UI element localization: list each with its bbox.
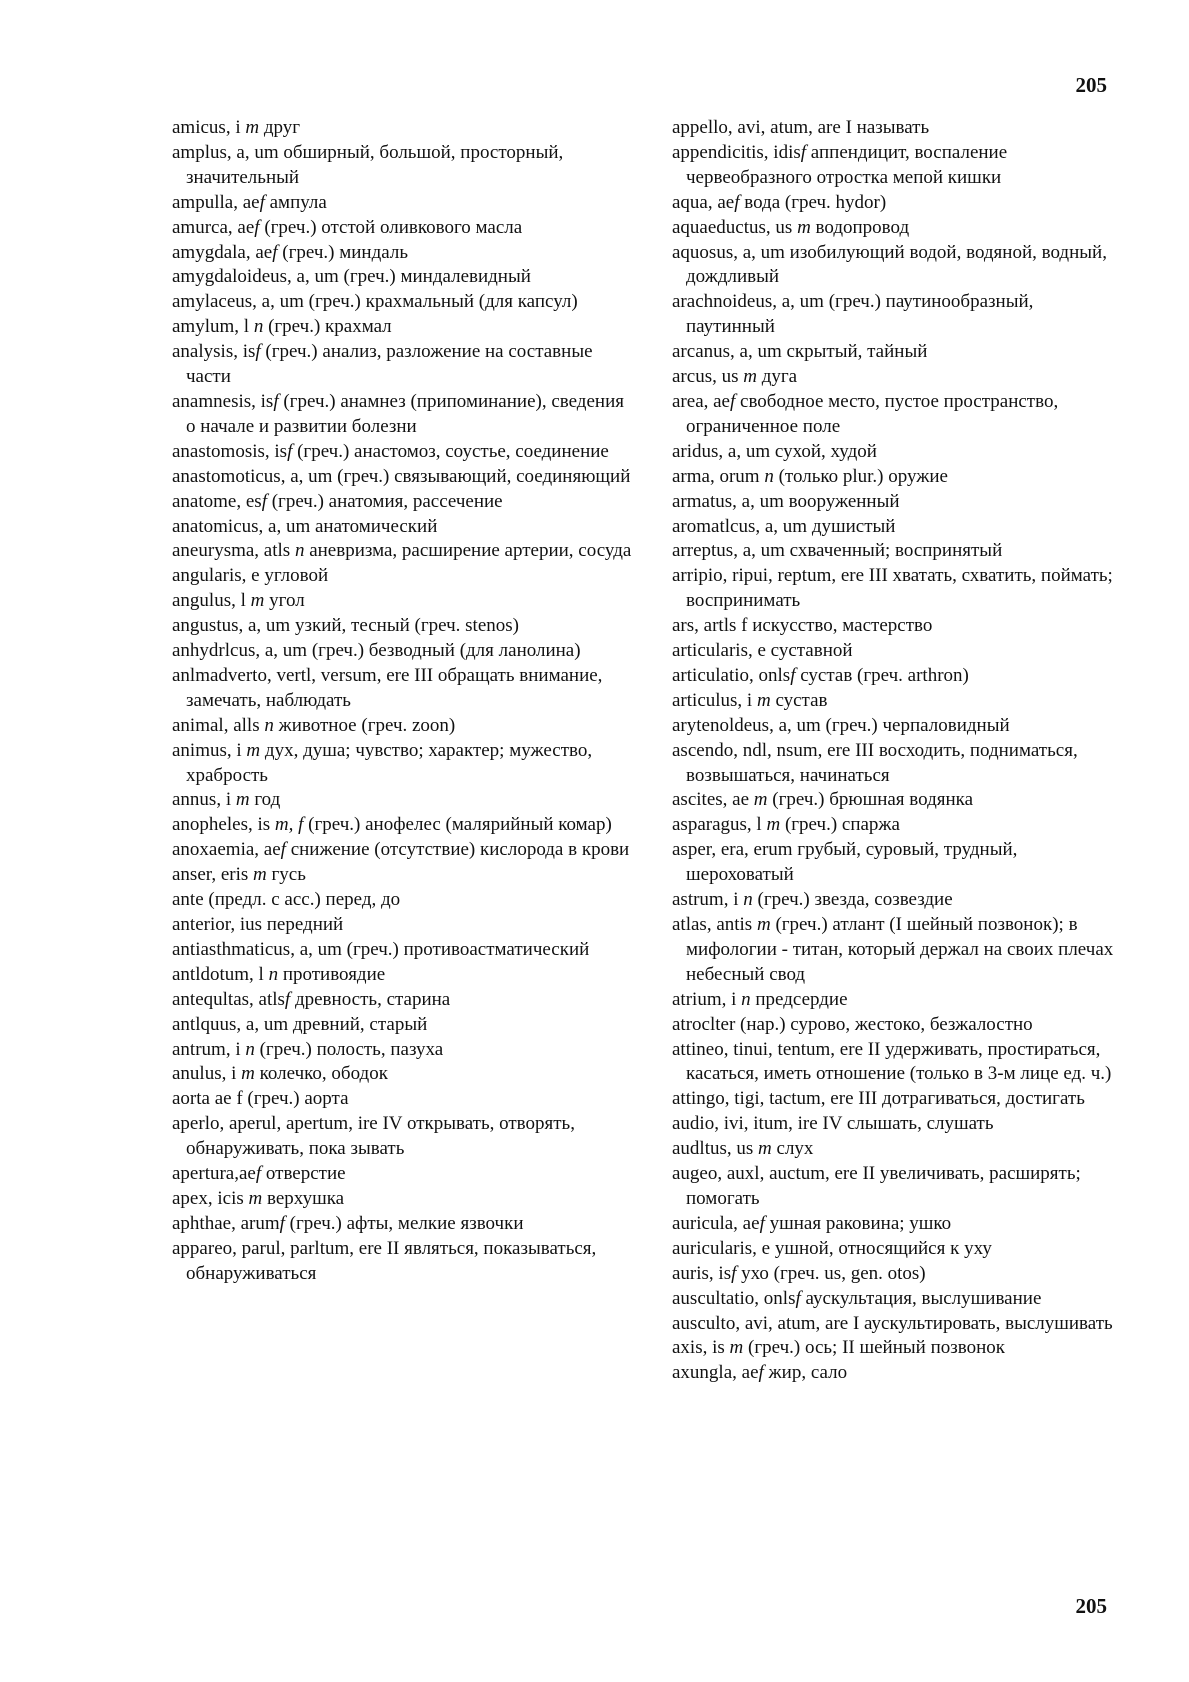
dictionary-entry <box>172 1187 632 1212</box>
dictionary-entry <box>672 564 1124 614</box>
entry-head: arcanus, a, um скрытый, тайный <box>672 341 928 363</box>
dictionary-entry <box>172 838 632 863</box>
entry-grammar: f <box>731 1262 737 1284</box>
entry-grammar: n <box>253 316 264 338</box>
entry-head: appello, avi, atum, are I называть <box>672 117 930 138</box>
entry-definition: снижение (отсутствие) кислорода в крови <box>285 839 630 861</box>
dictionary-entry <box>672 216 1124 241</box>
dictionary-entry <box>672 390 1124 440</box>
entry-head: amygdala, ae <box>172 241 273 263</box>
dictionary-entry <box>672 714 1124 739</box>
dictionary-entry <box>172 988 632 1013</box>
entry-definition: ушная раковина; ушко <box>764 1212 952 1234</box>
dictionary-entry <box>672 1336 1124 1361</box>
dictionary-entry <box>172 241 632 266</box>
dictionary-entry <box>172 490 632 515</box>
entry-head: auricularis, e ушной, относящийся к уху <box>672 1237 992 1259</box>
entry-head: appareo, parul, parltum, ere II являться, показываться, обнаруживаться <box>172 1237 597 1284</box>
dictionary-entry <box>172 440 632 465</box>
entry-head: axungla, ae <box>672 1362 759 1384</box>
dictionary-entry <box>672 664 1124 689</box>
entry-head: articularis, e суставной <box>672 640 853 662</box>
entry-definition: предсердие <box>750 988 848 1010</box>
entry-grammar: m <box>766 814 781 836</box>
dictionary-entry <box>172 1112 632 1162</box>
entry-head: antrum, i <box>172 1038 246 1060</box>
entry-grammar: m <box>797 216 811 238</box>
entry-head: ascites, ae <box>672 789 754 811</box>
entry-head: arma, orum <box>672 465 765 487</box>
entry-head: atroclter (нар.) сурово, жестоко, безжалостно <box>672 1013 1033 1035</box>
entry-head: anamnesis, is <box>172 390 274 412</box>
dictionary-entry <box>672 465 1124 490</box>
entry-head: aperlo, aperul, apertum, ire IV открывать, отворять, обнаруживать, пока зывать <box>172 1113 575 1160</box>
entry-definition: угол <box>264 590 305 612</box>
dictionary-entry <box>172 888 632 913</box>
entry-head: amygdaloideus, a, um (греч.) миндалевидный <box>172 266 531 288</box>
dictionary-entry <box>672 739 1124 789</box>
entry-head: ante (предл. с асс.) перед, до <box>172 889 401 911</box>
dictionary-entry <box>172 216 632 241</box>
dictionary-entry <box>672 1137 1124 1162</box>
entry-head: anastomoticus, a, um (греч.) связывающий, соединяющий <box>172 465 631 487</box>
dictionary-entry <box>172 340 632 390</box>
entry-definition: аускультация, выслушивание <box>800 1287 1042 1309</box>
dictionary-entry <box>672 440 1124 465</box>
dictionary-entry <box>672 490 1124 515</box>
entry-definition: (греч.) ось; II шейный позвонок <box>743 1337 1005 1359</box>
page-number-top: 205 <box>1075 73 1107 97</box>
entry-head: amicus, i <box>172 117 246 138</box>
dictionary-entry <box>172 1162 632 1187</box>
dictionary-entry <box>172 191 632 216</box>
entry-head: arachnoideus, a, um (греч.) паутинообразный, паутинный <box>672 291 1034 338</box>
entry-definition: животное (греч. zoon) <box>273 714 456 736</box>
entry-head: arcus, us <box>672 366 744 388</box>
entry-head: arreptus, a, um схваченный; воспринятый <box>672 540 1003 562</box>
entry-head: arripio, ripui, reptum, ere III хватать, схватить, поймать; воспринимать <box>672 565 1113 612</box>
dictionary-entry <box>172 714 632 739</box>
entry-grammar: f <box>280 839 286 861</box>
entry-head: amplus, a, um обширный, большой, просторный, значительный <box>172 141 564 188</box>
entry-grammar: m <box>756 914 771 935</box>
entry-definition: верхушка <box>262 1187 345 1209</box>
dictionary-entry <box>172 1062 632 1087</box>
dictionary-entry <box>672 1038 1124 1088</box>
page-number-bottom: 205 <box>1075 1594 1107 1618</box>
entry-grammar: n <box>264 714 274 736</box>
entry-head: audltus, us <box>672 1138 759 1160</box>
entry-head: angulus, l <box>172 590 251 612</box>
entry-head: armatus, a, um вооруженный <box>672 490 900 512</box>
entry-grammar: n <box>741 988 751 1010</box>
entry-grammar: f <box>272 241 278 263</box>
entry-definition: водопровод <box>810 216 910 238</box>
entry-definition: (греч.) звезда, созвездие <box>752 889 953 911</box>
entry-head: aqua, ae <box>672 191 735 213</box>
entry-head: anatomicus, a, um анатомический <box>172 515 438 537</box>
entry-definition: (греч.) отстой оливкового масла <box>259 216 523 238</box>
entry-definition: аневризма, расширение артерии, сосуда <box>304 540 632 562</box>
entry-definition: дуга <box>756 366 798 388</box>
dictionary-entry <box>672 1237 1124 1262</box>
entry-head: analysis, is <box>172 341 256 363</box>
entry-grammar: f <box>273 390 279 412</box>
dictionary-entry <box>672 639 1124 664</box>
dictionary-entry <box>672 888 1124 913</box>
entry-definition: (греч.) полость, пазуха <box>254 1038 444 1060</box>
entry-definition: (греч.) брюшная водянка <box>767 789 974 811</box>
entry-head: anatome, es <box>172 490 262 512</box>
dictionary-entry <box>672 116 1124 141</box>
entry-head: apex, icis <box>172 1187 249 1209</box>
dictionary-entry <box>672 1212 1124 1237</box>
entry-definition: древность, старина <box>290 988 451 1010</box>
dictionary-entry <box>672 1087 1124 1112</box>
entry-grammar: m <box>250 590 265 612</box>
entry-definition: (греч.) спаржа <box>780 814 900 836</box>
entry-grammar: m <box>241 1063 255 1085</box>
entry-grammar: n <box>245 1038 255 1060</box>
entry-head: ampulla, ae <box>172 191 260 213</box>
entry-head: atrium, i <box>672 988 742 1010</box>
entry-definition: (греч.) миндаль <box>277 241 409 263</box>
entry-grammar: f <box>759 1212 765 1234</box>
entry-definition: год <box>249 789 281 811</box>
dictionary-entry <box>172 589 632 614</box>
entry-definition: дух, душа; чувство; характер; мужество, храбрость <box>186 739 593 786</box>
entry-grammar: n <box>268 963 279 985</box>
dictionary-entry <box>172 290 632 315</box>
entry-head: arytenoldeus, a, um (греч.) черпаловидный <box>672 714 1010 736</box>
entry-definition: (греч.) анатомия, рассечение <box>266 490 503 512</box>
dictionary-entry <box>672 340 1124 365</box>
entry-grammar: n <box>743 889 753 911</box>
entry-head: aromatlcus, a, um душистый <box>672 515 896 537</box>
dictionary-entry <box>172 265 632 290</box>
dictionary-entry <box>172 465 632 490</box>
entry-definition: гусь <box>266 864 306 886</box>
entry-definition: (греч.) анофелес (малярийный комар) <box>303 814 612 836</box>
entry-head: aquaeductus, us <box>672 216 798 238</box>
dictionary-entry <box>672 141 1124 191</box>
entry-grammar: f <box>734 191 740 213</box>
entry-definition: колечко, ободок <box>254 1063 388 1085</box>
entry-grammar: f <box>758 1362 764 1384</box>
entry-head: articulus, i <box>672 689 757 711</box>
entry-grammar: f <box>287 440 293 462</box>
entry-head: antldotum, l <box>172 963 269 985</box>
entry-definition: сустав (греч. arthron) <box>795 664 969 686</box>
entry-grammar: f <box>255 1163 262 1185</box>
dictionary-entry <box>672 838 1124 888</box>
dictionary-entry <box>172 639 632 664</box>
entry-head: amurca, ae <box>172 216 255 238</box>
entry-grammar: m, f <box>274 814 304 836</box>
entry-head: asparagus, l <box>672 814 767 836</box>
entry-head: anastomosis, is <box>172 440 288 462</box>
dictionary-entry <box>672 689 1124 714</box>
entry-head: apertura,ae <box>172 1163 256 1185</box>
entry-definition: противоядие <box>278 963 386 985</box>
dictionary-entry <box>172 390 632 440</box>
entry-grammar: f <box>254 216 260 238</box>
dictionary-entry <box>172 1212 632 1237</box>
entry-definition: жир, сало <box>763 1362 848 1384</box>
entry-grammar: m <box>729 1337 744 1359</box>
dictionary-entry <box>172 913 632 938</box>
entry-grammar: m <box>248 1187 263 1209</box>
dictionary-entry <box>172 515 632 540</box>
dictionary-entry <box>172 564 632 589</box>
dictionary-entry <box>672 813 1124 838</box>
dictionary-entry <box>172 813 632 838</box>
entry-definition: (греч.) анализ, разложение на составные части <box>186 341 593 388</box>
dictionary-entry <box>672 913 1124 988</box>
dictionary-entry <box>172 315 632 340</box>
entry-head: ascendo, ndl, nsum, ere III восходить, подниматься, возвышаться, начинаться <box>672 739 1078 786</box>
entry-definition: сустав <box>770 689 828 711</box>
dictionary-entry <box>672 241 1124 291</box>
dictionary-entry <box>172 1038 632 1063</box>
dictionary-entry <box>172 963 632 988</box>
dictionary-entry <box>172 1087 632 1112</box>
dictionary-entry <box>672 1312 1124 1337</box>
entry-head: asper, era, erum грубый, суровый, трудный, шероховатый <box>672 839 1018 886</box>
entry-head: ars, artls f искусство, мастерство <box>672 615 933 637</box>
entry-head: amylum, l <box>172 316 254 338</box>
dictionary-entry <box>172 141 632 191</box>
entry-head: appendicitis, idis <box>672 141 801 163</box>
left-column <box>172 116 632 1287</box>
dictionary-entry <box>672 365 1124 390</box>
entry-definition: (греч.) крахмал <box>263 316 392 338</box>
dictionary-entry <box>672 1013 1124 1038</box>
entry-definition: (греч.) атлант (I шейный позвонок); в мифологии - титан, который держал на своих плечах небесный свод <box>686 914 1114 985</box>
entry-definition: (греч.) анастомоз, соустье, соединение <box>292 440 609 462</box>
entry-grammar: f <box>259 191 265 213</box>
entry-head: angustus, a, um узкий, тесный (греч. stenos) <box>172 615 519 637</box>
entry-grammar: f <box>279 1212 285 1234</box>
entry-definition: свободное место, пустое пространство, ограниченное поле <box>686 390 1059 437</box>
dictionary-entry <box>172 539 632 564</box>
entry-definition: ухо (греч. us, gen. otos) <box>736 1262 926 1284</box>
dictionary-entry <box>172 788 632 813</box>
dictionary-entry <box>172 614 632 639</box>
dictionary-entry <box>172 1237 632 1287</box>
entry-grammar: m <box>743 366 757 388</box>
dictionary-entry <box>172 938 632 963</box>
entry-head: ausculto, avi, atum, are I аускультировать, выслушивать <box>672 1312 1113 1334</box>
dictionary-entry <box>172 863 632 888</box>
entry-definition: ампула <box>264 191 327 213</box>
entry-grammar: f <box>284 988 291 1010</box>
entry-head: auris, is <box>672 1262 732 1284</box>
entry-grammar: f <box>800 141 807 163</box>
dictionary-entry <box>672 988 1124 1013</box>
entry-head: aphthae, arum <box>172 1212 280 1234</box>
entry-head: anoxaemia, ae <box>172 839 281 861</box>
entry-grammar: m <box>246 739 261 761</box>
entry-grammar: n <box>294 540 305 562</box>
entry-head: antequltas, atls <box>172 988 285 1010</box>
entry-head: attingo, tigi, tactum, ere III дотрагиваться, достигать <box>672 1088 1085 1110</box>
entry-head: amylaceus, a, um (греч.) крахмальный (для капсул) <box>172 291 578 313</box>
dictionary-entry <box>672 614 1124 639</box>
dictionary-entry <box>672 290 1124 340</box>
entry-head: anser, eris <box>172 864 254 886</box>
entry-grammar: f <box>790 664 796 686</box>
entry-head: area, ae <box>672 390 730 412</box>
entry-head: astrum, i <box>672 889 744 911</box>
dictionary-entry <box>172 1013 632 1038</box>
entry-definition: (греч.) афты, мелкие язвочки <box>284 1212 524 1234</box>
entry-definition: вода (греч. hydor) <box>739 191 887 213</box>
entry-head: articulatio, onls <box>672 664 791 686</box>
entry-head: aquosus, a, um изобилующий водой, водяной, водный, дождливый <box>672 241 1107 288</box>
right-column <box>672 116 1124 1386</box>
entry-head: anlmadverto, vertl, versum, ere III обращать внимание, замечать, наблюдать <box>172 664 603 711</box>
dictionary-entry <box>672 1162 1124 1212</box>
entry-grammar: f <box>255 341 261 363</box>
entry-head: axis, is <box>672 1337 730 1359</box>
dictionary-entry <box>672 1287 1124 1312</box>
entry-head: anterior, ius передний <box>172 914 344 935</box>
entry-head: attineo, tinui, tentum, ere II удерживать, простираться, касаться, иметь отношение (только в 3-м лице ед. ч.) <box>672 1038 1112 1085</box>
entry-head: anhydrlcus, a, um (греч.) безводный (для ланолина) <box>172 640 581 662</box>
dictionary-entry <box>672 515 1124 540</box>
entry-grammar: m <box>756 689 771 711</box>
entry-head: antlquus, a, um древний, старый <box>172 1013 428 1035</box>
entry-grammar: n <box>764 465 774 487</box>
entry-head: antiasthmaticus, a, um (греч.) противоастматический <box>172 938 590 960</box>
dictionary-entry <box>172 664 632 714</box>
entry-definition: аппендицит, воспаление червеобразного отростка мепой кишки <box>686 141 1008 188</box>
entry-grammar: m <box>758 1138 772 1160</box>
entry-definition: (греч.) анамнез (припоминание), сведения о начале и развитии болезни <box>186 390 624 437</box>
entry-head: animal, alls <box>172 714 265 736</box>
entry-grammar: f <box>261 490 267 512</box>
entry-head: auricula, ae <box>672 1212 760 1234</box>
entry-head: audio, ivi, itum, ire IV слышать, слушать <box>672 1113 994 1135</box>
dictionary-entry <box>672 1262 1124 1287</box>
entry-head: annus, i <box>172 789 236 811</box>
entry-head: angularis, e угловой <box>172 565 329 587</box>
entry-grammar: f <box>795 1287 801 1309</box>
entry-head: auscultatio, onls <box>672 1287 796 1309</box>
dictionary-entry <box>172 739 632 789</box>
entry-grammar: m <box>253 864 267 886</box>
entry-grammar: m <box>245 117 260 138</box>
entry-definition: (только plur.) оружие <box>773 465 948 487</box>
dictionary-entry <box>672 788 1124 813</box>
dictionary-entry <box>672 191 1124 216</box>
entry-grammar: m <box>753 789 768 811</box>
entry-head: aridus, a, um сухой, худой <box>672 440 877 462</box>
entry-head: augeo, auxl, auctum, ere II увеличивать, расширять; помогать <box>672 1163 1081 1209</box>
entry-grammar: m <box>235 789 250 811</box>
entry-grammar: f <box>730 390 736 412</box>
entry-head: aneurysma, atls <box>172 540 295 562</box>
dictionary-entry <box>672 1361 1124 1386</box>
entry-head: animus, i <box>172 739 247 761</box>
dictionary-entry <box>672 1112 1124 1137</box>
entry-head: aorta ae f (греч.) аорта <box>172 1088 349 1110</box>
entry-definition: отверстие <box>261 1163 346 1185</box>
dictionary-entry <box>172 116 632 141</box>
entry-head: anulus, i <box>172 1063 242 1085</box>
entry-head: anopheles, is <box>172 814 275 836</box>
dictionary-entry <box>672 539 1124 564</box>
entry-head: atlas, antis <box>672 914 757 935</box>
entry-definition: слух <box>771 1138 814 1160</box>
entry-definition: друг <box>259 117 301 138</box>
